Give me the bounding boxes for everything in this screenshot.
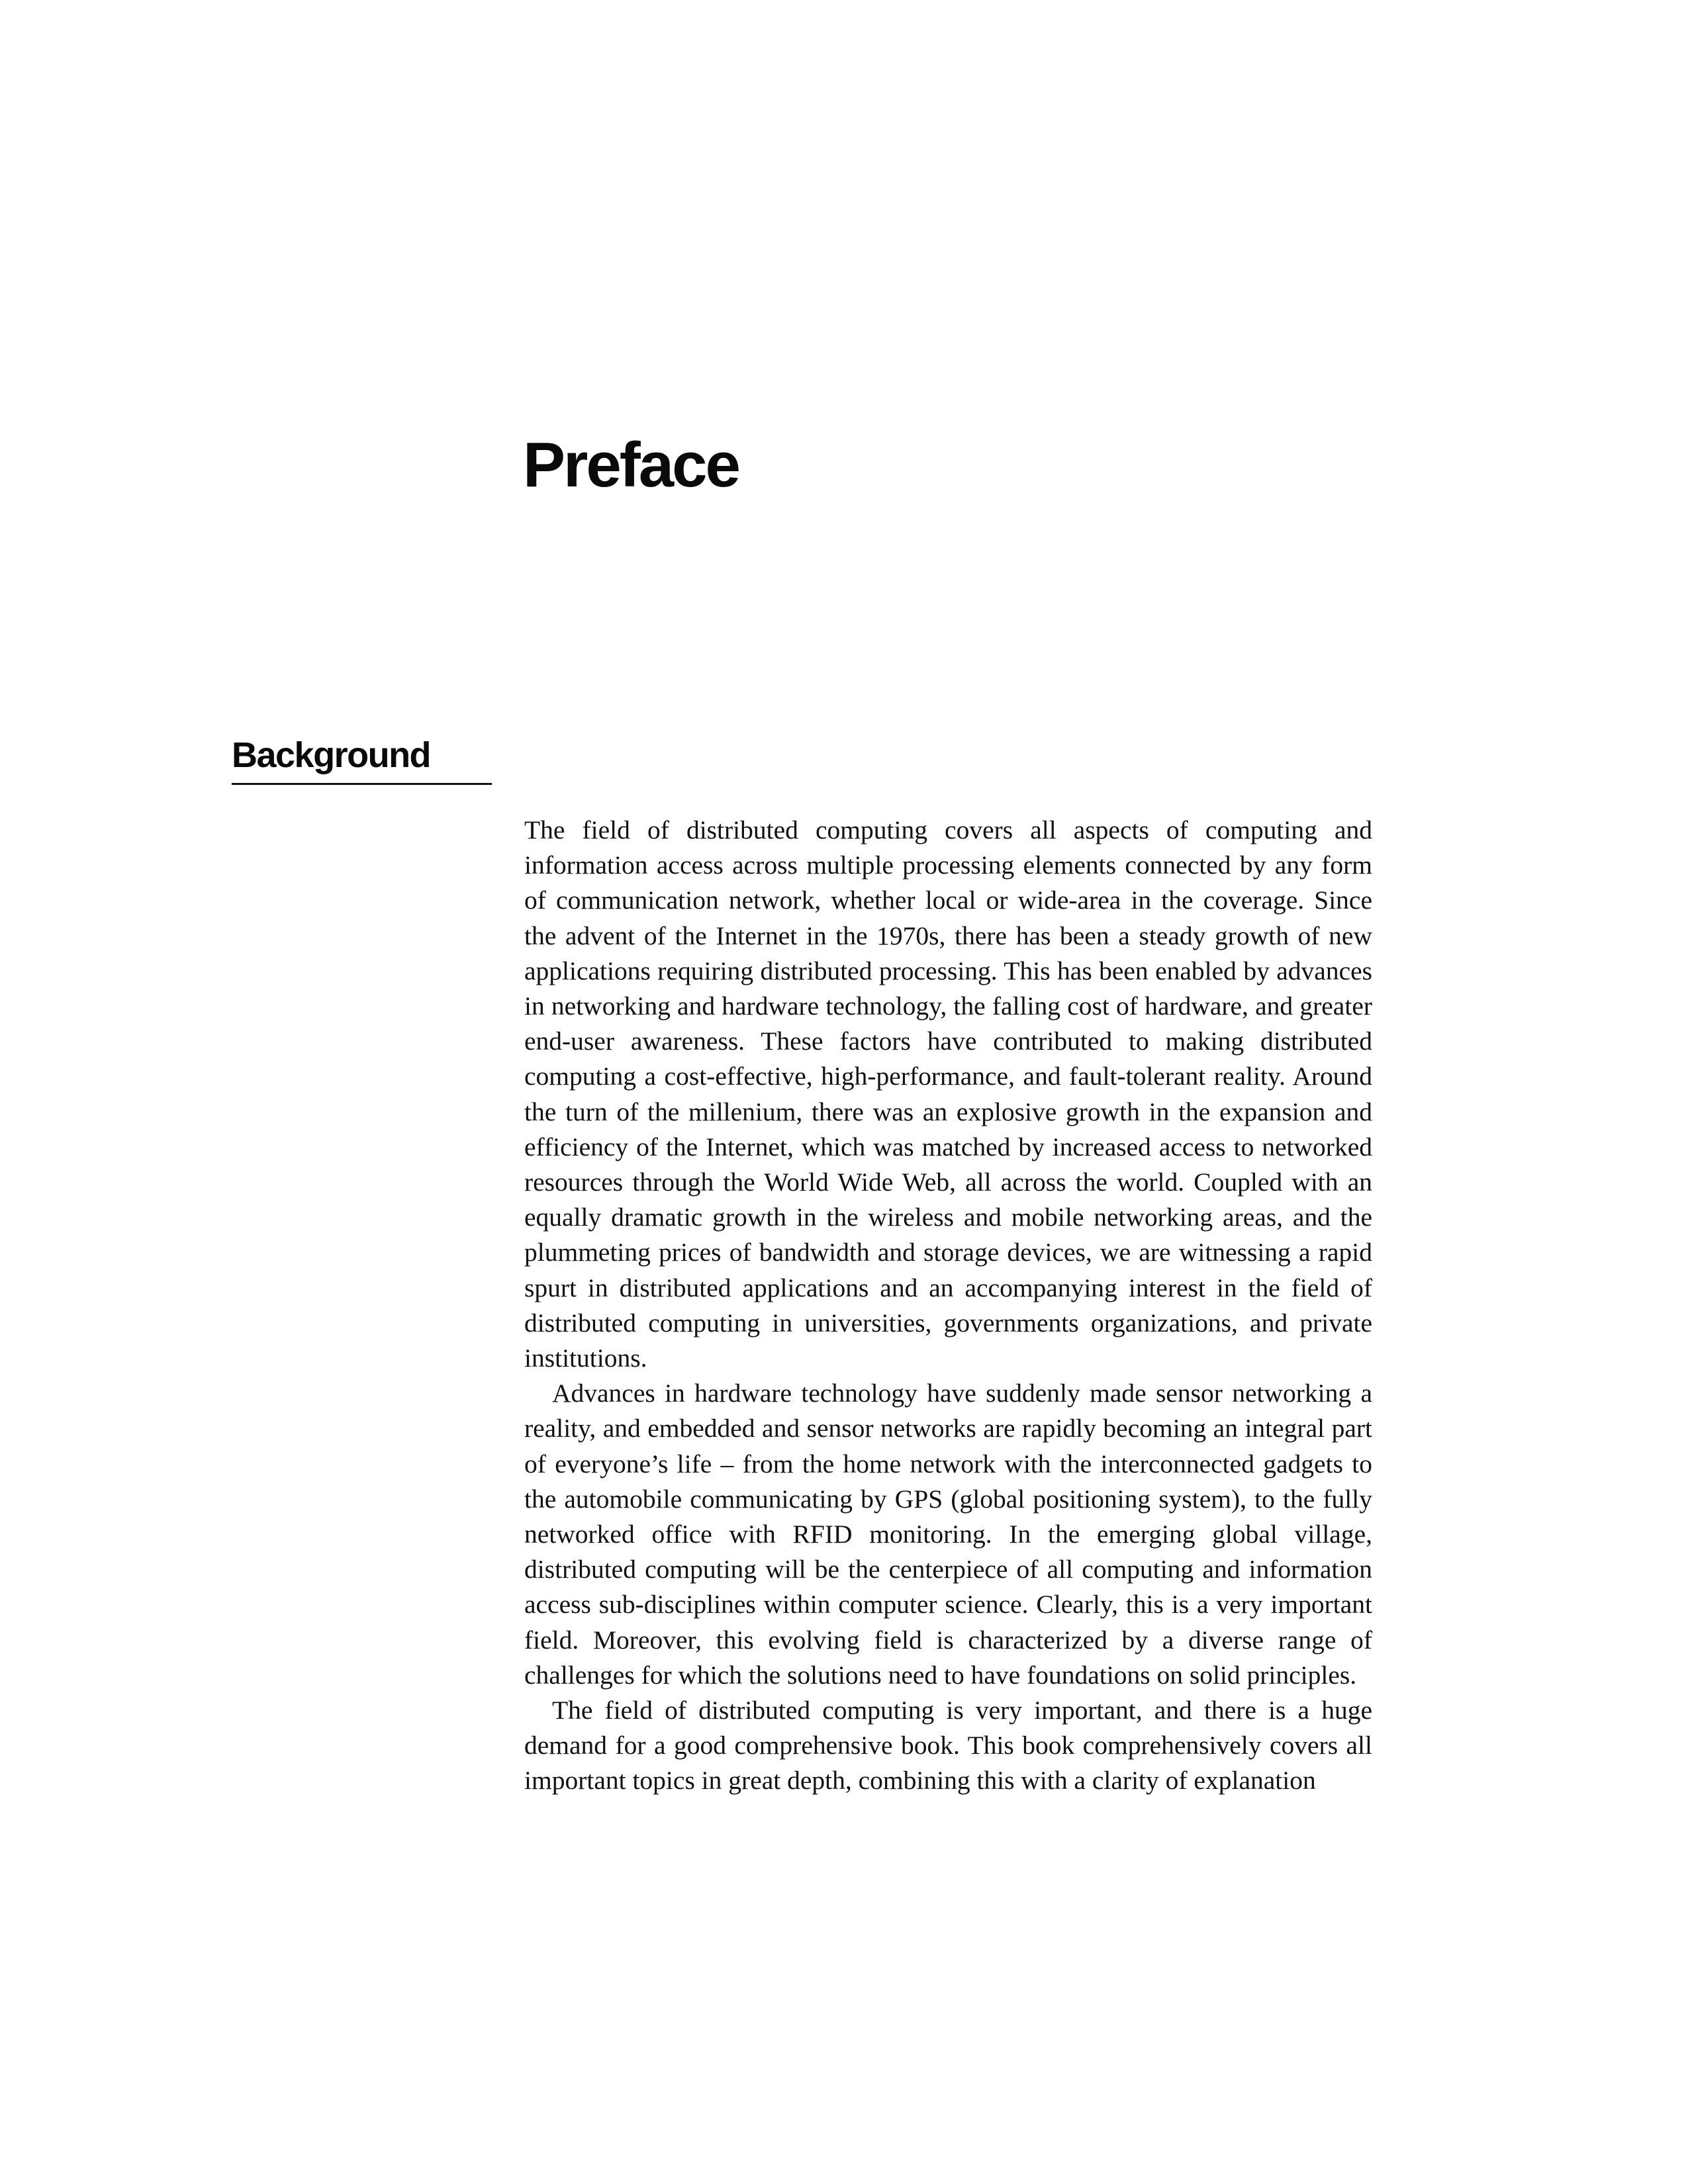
paragraph-3: The field of distributed computing is very important, and there is a huge demand for a good comprehensive book. This book comprehensively covers all important topics in great depth, combining this with a clarity of explanation bbox=[524, 1696, 1372, 1796]
page-title: Preface bbox=[523, 430, 739, 500]
body-text bbox=[524, 813, 1372, 1799]
section-heading: Background bbox=[232, 735, 431, 775]
section-heading-block bbox=[232, 736, 492, 785]
paragraph-2: Advances in hardware technology have suddenly made sensor networking a reality, and embedded and sensor networks are rapidly becoming an integral part of everyone’s life – from the home network with the interconnected gadgets to the automobile communicating by GPS (global positioning system), to the fully networked office with RFID monitoring. In the emerging global village, distributed computing will be the centerpiece of all computing and information access sub-disciplines within computer science. Clearly, this is a very important field. Moreover, this evolving field is characterized by a diverse range of challenges for which the solutions need to have foundations on solid principles. bbox=[524, 1379, 1372, 1690]
paragraph-1: The field of distributed computing covers all aspects of computing and information access across multiple processing elements connected by any form of communication network, whether local or wide-area in the coverage. Since the advent of the Internet in the 1970s, there has been a steady growth of new applications requiring distributed processing. This has been enabled by advances in networking and hardware technology, the falling cost of hardware, and greater end-user awareness. These factors have contributed to making distributed computing a cost-effective, high-performance, and fault-tolerant reality. Around the turn of the millenium, there was an explosive growth in the expansion and efficiency of the Internet, which was matched by increased access to networked resources through the World Wide Web, all across the world. Coupled with an equally dramatic growth in the wireless and mobile networking areas, and the plummeting prices of bandwidth and storage devices, we are witnessing a rapid spurt in distributed applications and an accompanying interest in the field of distributed computing in universities, governments organizations, and private institutions. bbox=[524, 815, 1372, 1373]
